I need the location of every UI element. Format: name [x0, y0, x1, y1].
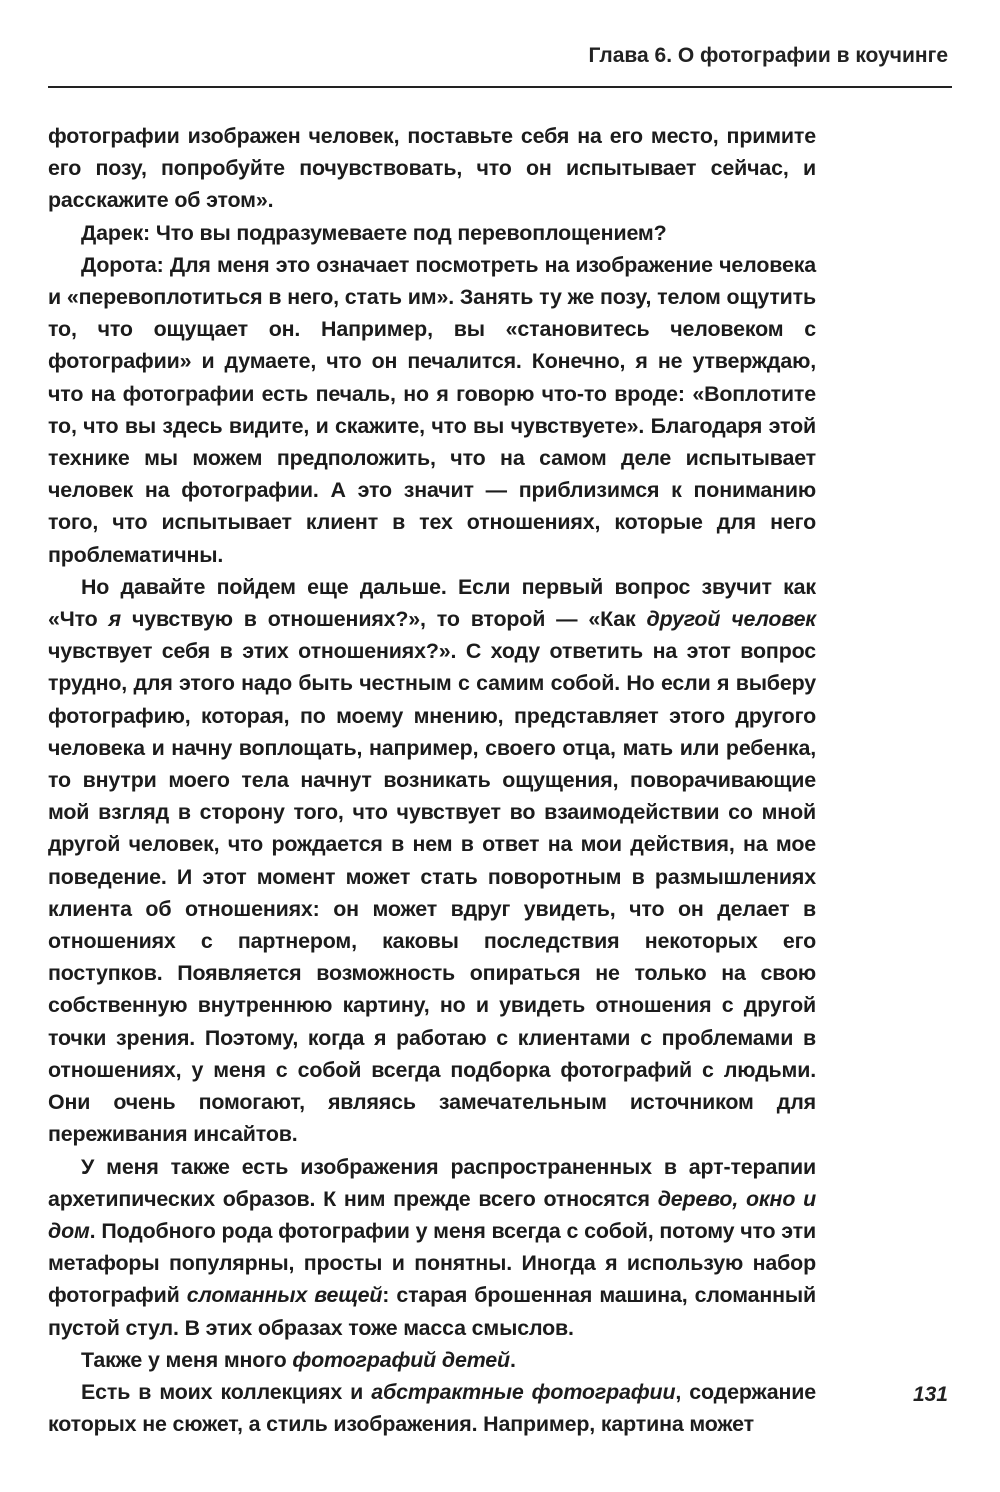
- text-run: : старая брошенная машина, сломанный пустой стул. В этих образах тоже масса смыслов.: [48, 1283, 816, 1340]
- paragraph: [48, 571, 816, 1151]
- page-text: [48, 120, 816, 1440]
- paragraph: [48, 1151, 816, 1344]
- text-run: Но давайте пойдем еще дальше. Если первый вопрос звучит как «Что: [48, 574, 816, 632]
- running-head: Глава 6. О фотографии в коучинге: [588, 44, 948, 67]
- speaker-dorota: Дорота:: [81, 252, 164, 277]
- emphasis: фотографий детей: [292, 1347, 510, 1372]
- paragraph-continuation: фотографии изображен человек, поставьте себя на его место, примите его позу, попробуйте почувствовать, что он испытывает сейчас, и расскажите об этом».: [48, 124, 816, 213]
- text-run: . Подобного рода фотографии у меня всегда с собой, потому что эти метафоры популярны, просты и понятны. Иногда я использую набор фотографий: [48, 1218, 816, 1308]
- emphasis: сломанных вещей: [186, 1283, 383, 1308]
- page-number: 131: [912, 1383, 948, 1406]
- paragraph: [48, 1376, 816, 1440]
- speaker-darek: Дарек:: [81, 220, 151, 245]
- text-run: чувствует себя в этих отношениях?». С ходу ответить на этот вопрос трудно, для этого надо быть честным с самим собой. Но если я выберу фотографию, которая, по моему мнению, представляет этого другого человека и начну воплощать, например, своего отца, мать или ребенка, то внутри моего тела начнут возникать ощущения, поворачивающие мой взгляд в сторону того, что чувствует во взаимодействии со мной другой человек, что рождается в нем в ответ на мои действия, на мое поведение. И этот момент может стать поворотным в размышлениях клиента об отношениях: он может вдруг увидеть, что он делает в отношениях с партнером, каковы последствия некоторых его поступков. Появляется возможность опираться не только на свою собственную внутреннюю картину, но и увидеть отношения с другой точки зрения. Поэтому, когда я работаю с клиентами с проблемами в отношениях, у меня с собой всегда подборка фотографий с людьми. Они очень помогают, являясь замечательным источником для переживания инсайтов.: [48, 639, 816, 1147]
- text-run: , содержание которых не сюжет, а стиль изображения. Например, картина может: [48, 1379, 816, 1437]
- text-run: Также у меня много: [81, 1347, 293, 1372]
- header-rule: [48, 86, 952, 88]
- emphasis: другой человек: [646, 607, 817, 632]
- dialogue-paragraph-dorota: [48, 249, 816, 571]
- text-run: чувствую в отношениях?», то второй — «Как: [121, 607, 647, 632]
- dialogue-paragraph-darek: [48, 217, 816, 249]
- paragraph: [48, 1344, 816, 1376]
- text-run: У меня также есть изображения распространенных в арт-терапии архетипических образов. К ним прежде всего относятся: [48, 1154, 816, 1211]
- emphasis: абстрактные фотографии: [371, 1379, 676, 1404]
- dialogue-text: Для меня это означает посмотреть на изображение человека и «перевоплотиться в него, стать им». Занять ту же позу, телом ощутить то, что ощущает он. Например, вы «становитесь человеком с фотографии» и думаете, что он печалится. Конечно, я не утверждаю, что на фотографии есть печаль, но я говорю что-то вроде: «Воплотите то, что вы здесь видите, и скажите, что вы чувствуете». Благодаря этой технике мы можем предположить, что на самом деле испытывает человек на фотографии. А это значит — приблизимся к пониманию того, что испытывает клиент в тех отношениях, которые для него проблематичны.: [48, 252, 816, 567]
- dialogue-text: Что вы подразумеваете под перевоплощением?: [150, 220, 667, 245]
- text-run: Есть в моих коллекциях и: [81, 1379, 372, 1404]
- text-run: .: [509, 1347, 516, 1372]
- emphasis: дерево, окно и дом: [48, 1186, 816, 1243]
- emphasis: я: [108, 607, 121, 632]
